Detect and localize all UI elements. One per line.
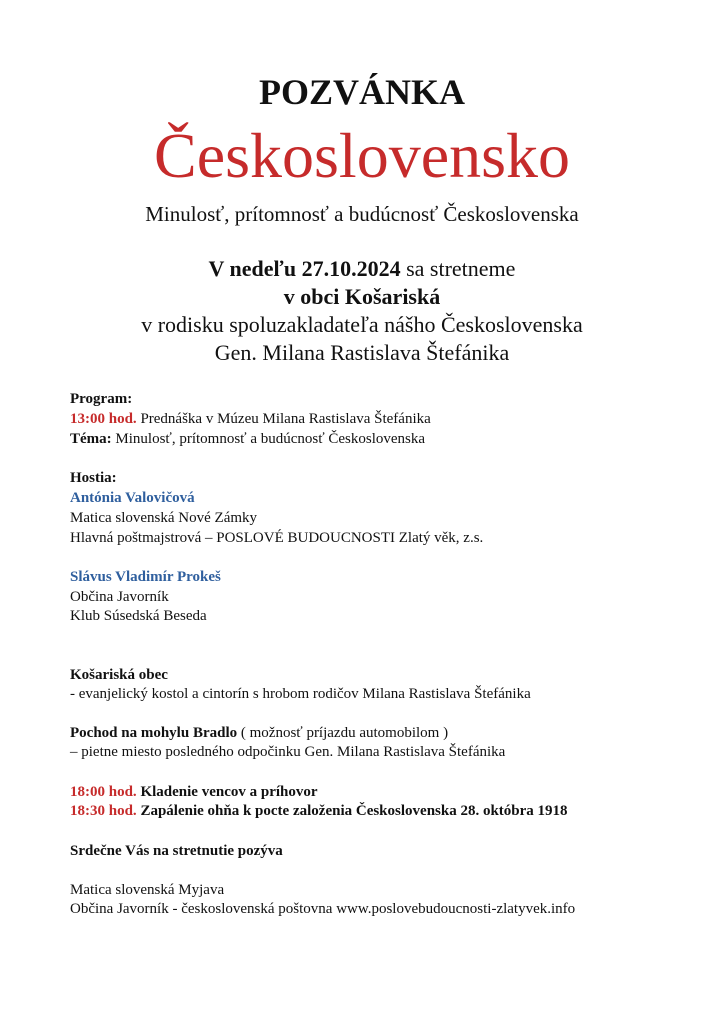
schedule-time: 18:00 hod.	[70, 784, 137, 800]
guest-2-name: Slávus Vladimír Prokeš	[70, 569, 221, 585]
schedule-item	[70, 801, 568, 821]
theme-text: Minulosť, prítomnosť a budúcnosť Československa	[111, 431, 426, 447]
theme-label: Téma:	[70, 431, 112, 447]
guest-1-line-1: Matica slovenská Nové Zámky	[70, 510, 258, 526]
schedule-text: Zapálenie ohňa k pocte založenia Československa 28. októbra 1918	[136, 803, 568, 819]
bradlo-heading: Pochod na mohylu Bradlo	[70, 725, 238, 741]
kosariska-text: - evanjelický kostol a cintorín s hrobom rodičov Milana Rastislava Štefánika	[70, 686, 531, 702]
program-time: 13:00 hod.	[70, 411, 137, 427]
invite-text: Srdečne Vás na stretnutie pozýva	[70, 843, 283, 859]
schedule-item	[70, 782, 318, 802]
meeting-date: V nedeľu 27.10.2024	[208, 256, 401, 281]
bradlo-heading-line	[70, 723, 448, 743]
meeting-line-4: Gen. Milana Rastislava Štefánika	[214, 340, 510, 365]
bradlo-text: – pietne miesto posledného odpočinku Gen. Milana Rastislava Štefánika	[70, 744, 506, 760]
bradlo-note: ( možnosť príjazdu automobilom )	[237, 725, 449, 741]
program-heading: Program:	[70, 391, 133, 407]
program-theme	[70, 429, 425, 449]
guest-1-line-2: Hlavná poštmajstrová – POSLOVÉ BUDOUCNOSTI Zlatý věk, z.s.	[70, 530, 484, 546]
meeting-date-line	[0, 255, 724, 283]
guests-heading: Hostia:	[70, 470, 117, 486]
program-lecture-text: Prednáška v Múzeu Milana Rastislava Štefánika	[136, 411, 431, 427]
invite-org-1: Matica slovenská Myjava	[70, 882, 225, 898]
meeting-date-rest: sa stretneme	[400, 256, 516, 281]
schedule-time: 18:30 hod.	[70, 803, 137, 819]
invitation-title: POZVÁNKA	[259, 72, 465, 112]
meeting-place: v obci Košariská	[283, 284, 441, 309]
guest-2-line-2: Klub Súsedská Beseda	[70, 608, 207, 624]
kosariska-heading: Košariská obec	[70, 667, 168, 683]
invite-org-2: Občina Javorník - československá poštovna www.poslovebudoucnosti-zlatyvek.info	[70, 901, 576, 917]
main-heading: Československo	[154, 120, 570, 191]
program-lecture	[70, 409, 431, 429]
subtitle: Minulosť, prítomnosť a budúcnosť Československa	[145, 202, 579, 226]
meeting-line-3: v rodisku spoluzakladateľa nášho Československa	[141, 312, 583, 337]
guest-1-name: Antónia Valovičová	[70, 490, 195, 506]
schedule-text: Kladenie vencov a príhovor	[136, 784, 318, 800]
guest-2-line-1: Občina Javorník	[70, 589, 169, 605]
